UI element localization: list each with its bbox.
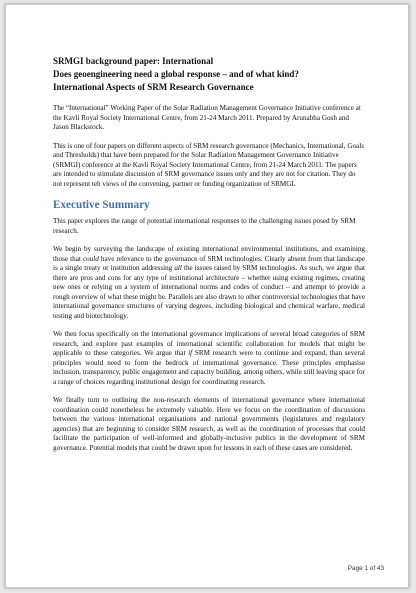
summary-p3-emphasis-if: if: [188, 349, 193, 357]
title-line-1: SRMGI background paper: International: [53, 56, 214, 66]
summary-p2-emphasis-all: all: [174, 264, 182, 272]
summary-paragraph-1: This paper explores the range of potential international responses to the challenging issues posed by SRM research.: [53, 217, 356, 235]
summary-p2-emphasis-could: could: [82, 254, 99, 263]
summary-paragraph-4: We finally turn to outlining the non-research elements of international governance where international coordination could nonetheless be extremely valuable. Here we focus on the coordination of discussions between the various international organisations and national governments (legislatures and regulatory agencies) that are beginning to consider SRM research, as well as the coordination of processes that could facilitate the participation of well-informed and globally-inclusive publics in the development of SRM governance. Potential models that could be drawn upon for lessons in each of these cases are considered.: [53, 396, 365, 452]
title-block: [53, 55, 365, 94]
document-page: [5, 4, 409, 588]
summary-paragraph-3: [53, 330, 365, 387]
summary-p3-text-a: We then focus specifically on the international governance implications of several broad categories of SRM research, and explore past examples of international scientific collaboration for models that might be applicable to these categories. We argue that: [53, 330, 365, 357]
title-line-3: International Aspects of SRM Research Governance: [53, 82, 254, 92]
summary-p3-text-b: SRM research were to continue and expand, than several principles would need to form the bedrock of international governance. These principles emphasise inclusion, transparency, public engagement and capacity building, among others, while still leaving space for a range of choices regarding institutional design for coordinating research.: [53, 349, 365, 386]
summary-paragraph-2: [53, 245, 365, 321]
summary-p2-text-c: the issues raised by SRM technologies. As such, we argue that there are pros and cons for any type of institutional architecture – whether using existing regimes, creating new ones or relying on a system of international norms and codes of conduct – and attempt to provide a rough overview of what these might be. Parallels are also drawn to other controversial technologies that have international governance structures of varying degrees, including biological and chemical warfare, medical testing and biotechnology.: [53, 264, 365, 320]
page-content: [53, 55, 365, 462]
title-line-2: Does geoengineering need a global response – and of what kind?: [53, 69, 299, 79]
disclaimer-paragraph: This is one of four papers on different aspects of SRM research governance (Mechanics, International, Goals and Thresholds) that have been prepared for the Solar Radiation Management Governance Initiative (SRMGI) conference at the Kavli Royal Society International Centre, from 21-24 March 2011. The papers are intended to stimulate discussion of SRM governance issues only and they are not for citation. They do not represent teh views of the convening, partner or funding organization of SRMGI.: [53, 141, 364, 188]
section-heading-executive-summary: Executive Summary: [53, 199, 150, 211]
intro-paragraph: The “International” Working Paper of the Solar Radiation Management Governance Initiative conference at the Kavli Royal Society International Centre, from 21-24 March 2011. Prepared by Arunabha Gosh and Jason Blackstock.: [53, 104, 361, 131]
summary-p2-text-a: We begin by surveying the landscape of existing international environmental institutions, and examining those that: [53, 245, 365, 263]
summary-p2-text-b: have relevance to the governance of SRM technologies. Clearly absent from that landscape is a single treaty or institution addressing: [53, 254, 365, 272]
page-number: Page 1 of 43: [347, 565, 384, 572]
